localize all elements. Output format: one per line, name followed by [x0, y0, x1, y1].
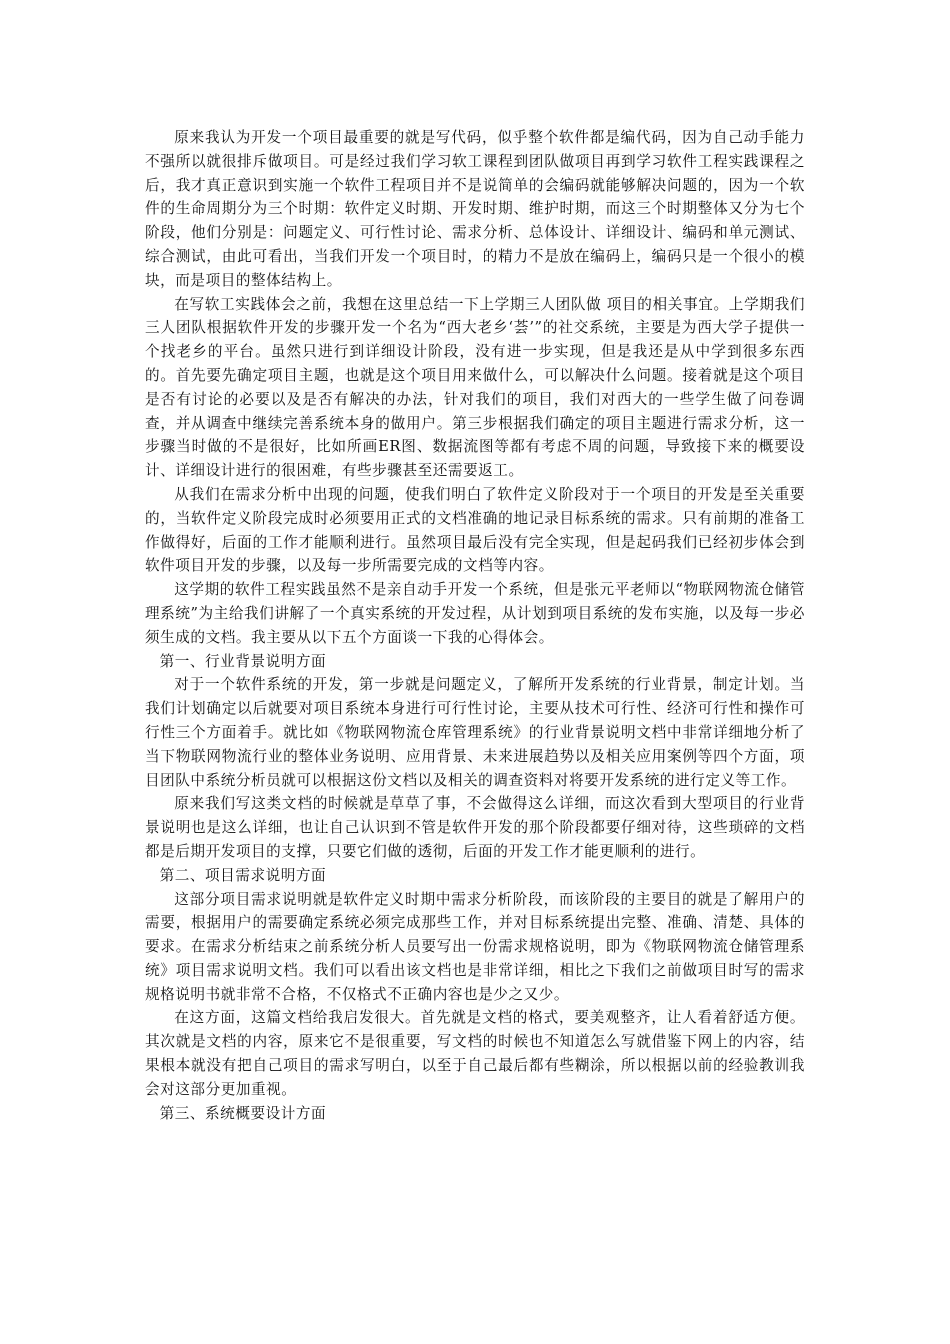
paragraph-requirements: 这部分项目需求说明就是软件定义时期中需求分析阶段，而该阶段的主要目的就是了解用户的需要，根据用户的需要确定系统必须完成那些工作，并对目标系统提出完整、准确、清楚、具体的要求。在需求分析结束之前系统分析人员要写出一份需求规格说明，即为《物联网物流仓储管理系统》项目需求说明文档。我们可以看出该文档也是非常详细，相比之下我们之前做项目时写的需求规格说明书就非常不合格，不仅格式不正确内容也是少之又少。: [145, 890, 805, 1003]
paragraph-industry-background: 对于一个软件系统的开发，第一步就是问题定义，了解所开发系统的行业背景，制定计划。当我们计划确定以后就要对项目系统本身进行可行性讨论，主要从技术可行性、经济可行性和操作可行性三个方面着手。就比如《物联网物流仓库管理系统》的行业背景说明文档中非常详细地分析了当下物联网物流行业的整体业务说明、应用背景、未来进展趋势以及相关应用案例等四个方面，项目团队中系统分析员就可以根据这份文档以及相关的调查资料对将要开发系统的进行定义等工作。: [145, 676, 805, 789]
section-heading-outline-design: 第三、系统概要设计方面: [159, 1104, 327, 1122]
paragraph-team-project: 在写软工实践体会之前，我想在这里总结一下上学期三人团队做 项目的相关事宜。上学期我们三人团队根据软件开发的步骤开发一个名为“西大老乡‘荟’”的社交系统，主要是为西大学子提供一个找老乡的平台。虽然只进行到详细设计阶段，没有进一步实现，但是我还是从中学到很多东西的。首先要先确定项目主题，也就是这个项目用来做什么，可以解决什么问题。接着就是这个项目是否有讨论的必要以及是否有解决的办法，针对我们的项目，我们对西大的一些学生做了问卷调查，并从调查中继续完善系统本身的做用户。第三步根据我们确定的项目主题进行需求分析，这一步骤当时做的不是很好，比如所画ER图、数据流图等都有考虑不周的问题，导致接下来的概要设计、详细设计进行的很困难，有些步骤甚至还需要返工。: [145, 295, 805, 480]
paragraph-requirements-lesson: 从我们在需求分析中出现的问题，使我们明白了软件定义阶段对于一个项目的开发是至关重要的，当软件定义阶段完成时必须要用正式的文档准确的地记录目标系统的需求。只有前期的准备工作做得好，后面的工作才能顺利进行。虽然项目最后没有完全实现，但是起码我们已经初步体会到软件项目开发的步骤，以及每一步所需要完成的文档等内容。: [145, 485, 805, 575]
section-heading-industry-background: 第一、行业背景说明方面: [159, 652, 327, 670]
paragraph-industry-reflection: 原来我们写这类文档的时候就是草草了事，不会做得这么详细，而这次看到大型项目的行业背景说明也是这么详细，也让自己认识到不管是软件开发的那个阶段都要仔细对待，这些琐碎的文档都是后期开发项目的支撑，只要它们做的透彻，后面的开发工作才能更顺利的进行。: [145, 795, 805, 860]
document-body: [145, 126, 805, 1125]
section-heading-requirements: 第二、项目需求说明方面: [159, 866, 327, 884]
paragraph-semester-overview: 这学期的软件工程实践虽然不是亲自动手开发一个系统，但是张元平老师以“物联网物流仓储管理系统”为主给我们讲解了一个真实系统的开发过程，从计划到项目系统的发布实施，以及每一步必须生成的文档。我主要从以下五个方面谈一下我的心得体会。: [145, 581, 805, 646]
paragraph-intro: 原来我认为开发一个项目最重要的就是写代码，似乎整个软件都是编代码，因为自己动手能力不强所以就很排斥做项目。可是经过我们学习软工课程到团队做项目再到学习软件工程实践课程之后，我才真正意识到实施一个软件工程项目并不是说简单的会编码就能够解决问题的，因为一个软件的生命周期分为三个时期：软件定义时期、开发时期、维护时期，而这三个时期整体又分为七个阶段，他们分别是：问题定义、可行性讨论、需求分析、总体设计、详细设计、编码和单元测试、综合测试，由此可看出，当我们开发一个项目时，的精力不是放在编码上，编码只是一个很小的模块，而是项目的整体结构上。: [145, 129, 805, 289]
paragraph-requirements-reflection: 在这方面，这篇文档给我启发很大。首先就是文档的格式，要美观整齐，让人看着舒适方便。其次就是文档的内容，原来它不是很重要，写文档的时候也不知道怎么写就借鉴下网上的内容，结果根本就没有把自己项目的需求写明白，以至于自己最后都有些糊涂，所以根据以前的经验教训我会对这部分更加重视。: [145, 1009, 805, 1098]
